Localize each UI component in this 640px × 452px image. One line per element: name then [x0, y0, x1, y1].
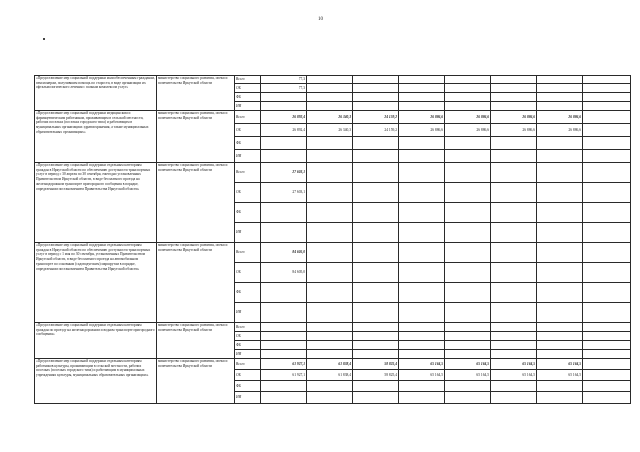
- amount-cell: 65 164,5: [399, 370, 445, 381]
- funding-source-cell: ИИ: [235, 223, 261, 243]
- amount-cell: [307, 303, 353, 323]
- amount-cell: [583, 341, 631, 350]
- executor-cell: министерство социального развития, опеки и попечительства Иркутской области: [157, 243, 235, 323]
- amount-cell: [399, 283, 445, 303]
- amount-cell: [261, 350, 307, 359]
- amount-cell: 61 927,1: [261, 359, 307, 370]
- amount-cell: [399, 76, 445, 84]
- amount-cell: [445, 137, 491, 150]
- amount-cell: [491, 150, 537, 163]
- amount-cell: [307, 341, 353, 350]
- measure-description: «Предоставление мер социальной поддержки малообеспеченным гражданам, пенсионерам, получившим помощь по старости, в виде организации их офтальмологического лечения с полным комплексом услуг»: [35, 76, 157, 111]
- amount-cell: [537, 381, 583, 392]
- measure-description: «Предоставление мер социальной поддержки отдельным категориям граждан по проезду на железнодорожном и водном транспорте пригородного сообщения»: [35, 323, 157, 359]
- amount-cell: [353, 137, 399, 150]
- amount-cell: [261, 223, 307, 243]
- amount-cell: [353, 93, 399, 102]
- amount-cell: [261, 150, 307, 163]
- funding-source-cell: ИИ: [235, 150, 261, 163]
- measure-description: «Предоставление мер социальной поддержки отдельным категориям граждан в Иркутской области по обеспечению доступности транспортных услуг в период с 30 апреля по 30 сентября, ежегодно установленных Правительством Иркутской области, в виде бесплатного проезда на железнодорожном транспорте пригородного сообщения в порядке, определенном постановлением Правительства Иркутской области»: [35, 163, 157, 243]
- amount-cell: [399, 203, 445, 223]
- amount-cell: [353, 263, 399, 283]
- amount-cell: 84 605,0: [261, 243, 307, 263]
- amount-cell: [399, 84, 445, 93]
- amount-cell: [445, 332, 491, 341]
- amount-cell: 24 159,2: [353, 124, 399, 137]
- amount-cell: [399, 263, 445, 283]
- amount-cell: [583, 111, 631, 124]
- amount-cell: [491, 183, 537, 203]
- funding-source-cell: ОБ: [235, 124, 261, 137]
- amount-cell: [491, 102, 537, 111]
- amount-cell: [583, 392, 631, 404]
- amount-cell: [537, 150, 583, 163]
- table-row: [35, 359, 631, 370]
- amount-cell: [353, 323, 399, 332]
- amount-cell: [583, 350, 631, 359]
- budget-table: [34, 75, 631, 404]
- amount-cell: [491, 263, 537, 283]
- amount-cell: [491, 223, 537, 243]
- amount-cell: [583, 243, 631, 263]
- measure-description: «Предоставление мер социальной поддержки медицинским и фармацевтическим работникам, проживающим в сельской местности, рабочих поселках (поселках городского типа) и работающим в муниципальных организациях здравоохранения, а также муниципальных образовательных организациях»: [35, 111, 157, 163]
- amount-cell: [307, 163, 353, 183]
- amount-cell: [583, 93, 631, 102]
- amount-cell: [261, 102, 307, 111]
- amount-cell: 61 838,4: [307, 370, 353, 381]
- funding-source-cell: ОБ: [235, 263, 261, 283]
- amount-cell: [583, 283, 631, 303]
- amount-cell: [583, 124, 631, 137]
- funding-source-cell: ОБ: [235, 84, 261, 93]
- amount-cell: [399, 341, 445, 350]
- amount-cell: [537, 303, 583, 323]
- amount-cell: [583, 203, 631, 223]
- amount-cell: 26 886,6: [537, 124, 583, 137]
- amount-cell: [537, 223, 583, 243]
- amount-cell: [399, 350, 445, 359]
- executor-cell: министерство социального развития, опеки и попечительства Иркутской области: [157, 163, 235, 243]
- funding-source-cell: ИИ: [235, 102, 261, 111]
- amount-cell: [307, 263, 353, 283]
- amount-cell: [353, 223, 399, 243]
- amount-cell: 27 603,1: [261, 183, 307, 203]
- amount-cell: [537, 137, 583, 150]
- amount-cell: [583, 102, 631, 111]
- amount-cell: [353, 283, 399, 303]
- amount-cell: [583, 163, 631, 183]
- amount-cell: [583, 263, 631, 283]
- amount-cell: 26 886,6: [399, 124, 445, 137]
- amount-cell: [445, 323, 491, 332]
- amount-cell: [537, 93, 583, 102]
- amount-cell: [445, 283, 491, 303]
- amount-cell: [491, 163, 537, 183]
- amount-cell: [399, 243, 445, 263]
- amount-cell: [399, 93, 445, 102]
- amount-cell: 58 825,4: [353, 359, 399, 370]
- amount-cell: [307, 350, 353, 359]
- amount-cell: [583, 84, 631, 93]
- amount-cell: [307, 183, 353, 203]
- amount-cell: [491, 93, 537, 102]
- amount-cell: 77,3: [261, 76, 307, 84]
- amount-cell: [583, 150, 631, 163]
- amount-cell: [583, 381, 631, 392]
- amount-cell: 65 164,5: [491, 359, 537, 370]
- amount-cell: [353, 183, 399, 203]
- amount-cell: [537, 283, 583, 303]
- amount-cell: [399, 323, 445, 332]
- amount-cell: [399, 332, 445, 341]
- amount-cell: [537, 263, 583, 283]
- table-row: [35, 163, 631, 183]
- amount-cell: 84 605,0: [261, 263, 307, 283]
- amount-cell: [307, 223, 353, 243]
- executor-cell: министерство социального развития, опеки и попечительства Иркутской области: [157, 323, 235, 359]
- funding-source-cell: ИИ: [235, 303, 261, 323]
- amount-cell: [583, 137, 631, 150]
- amount-cell: [399, 223, 445, 243]
- amount-cell: [399, 381, 445, 392]
- funding-source-cell: Всего: [235, 163, 261, 183]
- amount-cell: 65 164,5: [445, 370, 491, 381]
- amount-cell: [353, 150, 399, 163]
- amount-cell: [353, 303, 399, 323]
- amount-cell: [307, 76, 353, 84]
- amount-cell: [491, 341, 537, 350]
- amount-cell: 26 886,6: [445, 111, 491, 124]
- page-number: 10: [318, 17, 323, 22]
- amount-cell: [445, 150, 491, 163]
- amount-cell: [491, 84, 537, 93]
- funding-source-cell: Всего: [235, 111, 261, 124]
- amount-cell: [353, 243, 399, 263]
- amount-cell: [537, 102, 583, 111]
- amount-cell: [445, 84, 491, 93]
- funding-source-cell: ОБ: [235, 332, 261, 341]
- amount-cell: [261, 341, 307, 350]
- funding-source-cell: ФБ: [235, 137, 261, 150]
- amount-cell: [445, 223, 491, 243]
- amount-cell: [583, 223, 631, 243]
- amount-cell: 26 340,3: [307, 124, 353, 137]
- amount-cell: 26 340,3: [307, 111, 353, 124]
- funding-source-cell: Всего: [235, 323, 261, 332]
- amount-cell: [307, 323, 353, 332]
- amount-cell: [583, 183, 631, 203]
- amount-cell: [537, 203, 583, 223]
- amount-cell: 26 886,6: [445, 124, 491, 137]
- amount-cell: [537, 323, 583, 332]
- amount-cell: [261, 137, 307, 150]
- funding-source-cell: ФБ: [235, 93, 261, 102]
- scan-speck: [43, 38, 45, 40]
- amount-cell: [399, 392, 445, 404]
- amount-cell: [307, 84, 353, 93]
- amount-cell: 26 886,6: [491, 124, 537, 137]
- amount-cell: 65 164,5: [537, 359, 583, 370]
- amount-cell: [307, 392, 353, 404]
- amount-cell: [491, 323, 537, 332]
- amount-cell: [353, 341, 399, 350]
- funding-source-cell: ИИ: [235, 392, 261, 404]
- amount-cell: [583, 332, 631, 341]
- amount-cell: [307, 332, 353, 341]
- amount-cell: [353, 392, 399, 404]
- amount-cell: [353, 381, 399, 392]
- amount-cell: [353, 203, 399, 223]
- amount-cell: 61 838,4: [307, 359, 353, 370]
- amount-cell: [491, 243, 537, 263]
- amount-cell: [261, 203, 307, 223]
- amount-cell: 61 927,1: [261, 370, 307, 381]
- measure-description: «Предоставление мер социальной поддержки отдельным категориям работников культуры, проживающим в сельской местности, рабочих поселках (поселках городского типа) и работающим в муниципальных учреждениях культуры, муниципальных образовательных организациях»: [35, 359, 157, 404]
- amount-cell: 26 886,6: [491, 111, 537, 124]
- amount-cell: [537, 163, 583, 183]
- amount-cell: [261, 283, 307, 303]
- amount-cell: 58 825,4: [353, 370, 399, 381]
- amount-cell: [537, 183, 583, 203]
- amount-cell: [583, 76, 631, 84]
- amount-cell: [491, 203, 537, 223]
- amount-cell: [353, 102, 399, 111]
- amount-cell: 24 159,2: [353, 111, 399, 124]
- amount-cell: [445, 392, 491, 404]
- amount-cell: [445, 341, 491, 350]
- amount-cell: [307, 381, 353, 392]
- amount-cell: [583, 370, 631, 381]
- amount-cell: [261, 323, 307, 332]
- funding-source-cell: ФБ: [235, 203, 261, 223]
- amount-cell: [307, 283, 353, 303]
- amount-cell: [399, 163, 445, 183]
- amount-cell: [491, 76, 537, 84]
- table-row: [35, 323, 631, 332]
- amount-cell: [491, 381, 537, 392]
- amount-cell: [445, 303, 491, 323]
- amount-cell: [261, 332, 307, 341]
- amount-cell: [445, 93, 491, 102]
- amount-cell: 26 892,4: [261, 111, 307, 124]
- amount-cell: [353, 84, 399, 93]
- amount-cell: 26 892,4: [261, 124, 307, 137]
- amount-cell: [353, 350, 399, 359]
- amount-cell: [445, 203, 491, 223]
- funding-source-cell: ФБ: [235, 381, 261, 392]
- amount-cell: [353, 332, 399, 341]
- amount-cell: 65 164,5: [491, 370, 537, 381]
- amount-cell: [537, 332, 583, 341]
- amount-cell: [399, 183, 445, 203]
- amount-cell: 27 603,1: [261, 163, 307, 183]
- amount-cell: 77,3: [261, 84, 307, 93]
- funding-source-cell: ФБ: [235, 341, 261, 350]
- amount-cell: [307, 93, 353, 102]
- executor-cell: министерство социального развития, опеки и попечительства Иркутской области: [157, 111, 235, 163]
- amount-cell: [491, 350, 537, 359]
- amount-cell: [399, 137, 445, 150]
- amount-cell: [307, 203, 353, 223]
- amount-cell: [537, 392, 583, 404]
- amount-cell: [445, 243, 491, 263]
- amount-cell: [261, 381, 307, 392]
- amount-cell: [537, 341, 583, 350]
- amount-cell: [583, 323, 631, 332]
- table-body: [35, 76, 631, 404]
- amount-cell: [537, 350, 583, 359]
- funding-source-cell: ОБ: [235, 370, 261, 381]
- amount-cell: [353, 76, 399, 84]
- measure-description: «Предоставление мер социальной поддержки отдельным категориям граждан в Иркутской области по обеспечению доступности транспортных услуг в период с 1 мая по 30 сентября, установленных Правительством Иркутской области, в виде бесплатного проезда на автомобильном транспорте по основным (садоводческим) маршрутам в порядке, определенном постановлением Правительства Иркутской области»: [35, 243, 157, 323]
- amount-cell: [445, 381, 491, 392]
- funding-source-cell: Всего: [235, 76, 261, 84]
- amount-cell: [445, 263, 491, 283]
- amount-cell: [307, 150, 353, 163]
- table-row: [35, 76, 631, 84]
- executor-cell: министерство социального развития, опеки и попечительства Иркутской области: [157, 76, 235, 111]
- table-row: [35, 111, 631, 124]
- amount-cell: [583, 303, 631, 323]
- amount-cell: [445, 163, 491, 183]
- amount-cell: 65 164,5: [445, 359, 491, 370]
- funding-source-cell: ОБ: [235, 183, 261, 203]
- amount-cell: [353, 163, 399, 183]
- amount-cell: [307, 102, 353, 111]
- amount-cell: [491, 332, 537, 341]
- funding-source-cell: ФБ: [235, 283, 261, 303]
- amount-cell: [491, 283, 537, 303]
- amount-cell: [445, 76, 491, 84]
- funding-source-cell: Всего: [235, 243, 261, 263]
- amount-cell: [307, 243, 353, 263]
- executor-cell: министерство социального развития, опеки и попечительства Иркутской области: [157, 359, 235, 404]
- amount-cell: [445, 183, 491, 203]
- amount-cell: 65 164,5: [537, 370, 583, 381]
- amount-cell: 26 886,6: [537, 111, 583, 124]
- amount-cell: [399, 303, 445, 323]
- amount-cell: [261, 93, 307, 102]
- amount-cell: [307, 137, 353, 150]
- amount-cell: [583, 359, 631, 370]
- amount-cell: [399, 102, 445, 111]
- amount-cell: [445, 102, 491, 111]
- amount-cell: [537, 84, 583, 93]
- amount-cell: [399, 150, 445, 163]
- table-row: [35, 243, 631, 263]
- amount-cell: 26 886,6: [399, 111, 445, 124]
- amount-cell: [445, 350, 491, 359]
- amount-cell: [261, 303, 307, 323]
- amount-cell: [491, 303, 537, 323]
- amount-cell: [537, 76, 583, 84]
- amount-cell: 65 164,5: [399, 359, 445, 370]
- amount-cell: [261, 392, 307, 404]
- amount-cell: [491, 392, 537, 404]
- amount-cell: [537, 243, 583, 263]
- funding-source-cell: Всего: [235, 359, 261, 370]
- amount-cell: [491, 137, 537, 150]
- funding-source-cell: ИИ: [235, 350, 261, 359]
